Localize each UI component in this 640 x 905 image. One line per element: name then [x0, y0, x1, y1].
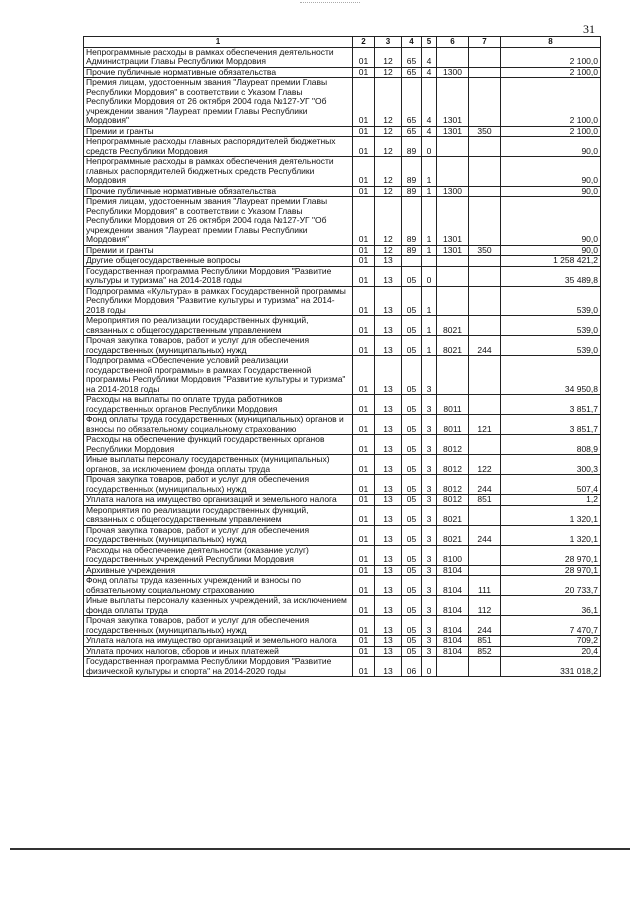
subprogram-code-cell: 4 [422, 78, 437, 127]
target-code-cell: 1301 [437, 245, 469, 256]
row-name-cell: Прочие публичные нормативные обязательства [84, 67, 353, 78]
subsection-code-cell: 13 [375, 336, 402, 356]
section-code-cell: 01 [353, 256, 375, 267]
expense-type-cell [469, 256, 501, 267]
subsection-code-cell: 13 [375, 616, 402, 636]
column-header: 1 [84, 37, 353, 48]
row-name-cell: Премия лицам, удостоенным звания "Лауреат премии Главы Республики Мордовия" в соответствии с Указом Главы Республики Мордовия от 26 октября 2004 года №127-УГ "Об учреждении звания "Лауреат премии Главы Республики Мордовия" [84, 197, 353, 246]
subsection-code-cell: 13 [375, 356, 402, 395]
expense-type-cell: 350 [469, 126, 501, 137]
section-code-cell: 01 [353, 576, 375, 596]
target-code-cell [437, 266, 469, 286]
subsection-code-cell: 12 [375, 137, 402, 157]
section-code-cell: 01 [353, 455, 375, 475]
amount-cell: 20 733,7 [501, 576, 601, 596]
target-code-cell: 8021 [437, 336, 469, 356]
expense-type-cell: 350 [469, 245, 501, 256]
program-code-cell: 65 [402, 126, 422, 137]
subprogram-code-cell: 3 [422, 415, 437, 435]
subprogram-code-cell: 4 [422, 47, 437, 67]
target-code-cell: 8104 [437, 616, 469, 636]
program-code-cell: 65 [402, 67, 422, 78]
subprogram-code-cell: 3 [422, 565, 437, 576]
expense-type-cell [469, 47, 501, 67]
program-code-cell: 05 [402, 616, 422, 636]
amount-cell: 1 320,1 [501, 525, 601, 545]
program-code-cell: 05 [402, 545, 422, 565]
subprogram-code-cell: 1 [422, 316, 437, 336]
amount-cell: 36,1 [501, 596, 601, 616]
program-code-cell: 05 [402, 455, 422, 475]
target-code-cell: 8104 [437, 576, 469, 596]
subprogram-code-cell: 3 [422, 646, 437, 657]
section-code-cell: 01 [353, 157, 375, 187]
target-code-cell: 8012 [437, 455, 469, 475]
section-code-cell: 01 [353, 78, 375, 127]
program-code-cell: 05 [402, 565, 422, 576]
subprogram-code-cell [422, 256, 437, 267]
subsection-code-cell: 12 [375, 197, 402, 246]
table-body [84, 47, 601, 677]
subsection-code-cell: 13 [375, 395, 402, 415]
section-code-cell: 01 [353, 137, 375, 157]
target-code-cell: 1300 [437, 67, 469, 78]
scan-marks [300, 2, 360, 7]
program-code-cell: 05 [402, 596, 422, 616]
program-code-cell: 05 [402, 636, 422, 647]
row-name-cell: Государственная программа Республики Мордовия "Развитие физической культуры и спорта" на 2014-2020 годы [84, 657, 353, 677]
program-code-cell: 05 [402, 576, 422, 596]
row-name-cell: Иные выплаты персоналу государственных (муниципальных) органов, за исключением фонда оплаты труда [84, 455, 353, 475]
amount-cell: 539,0 [501, 286, 601, 316]
section-code-cell: 01 [353, 565, 375, 576]
program-code-cell: 89 [402, 186, 422, 197]
target-code-cell: 1301 [437, 197, 469, 246]
expense-type-cell [469, 435, 501, 455]
amount-cell: 507,4 [501, 475, 601, 495]
subprogram-code-cell: 1 [422, 186, 437, 197]
expense-type-cell [469, 186, 501, 197]
subsection-code-cell: 12 [375, 78, 402, 127]
expense-type-cell: 244 [469, 475, 501, 495]
target-code-cell [437, 137, 469, 157]
subsection-code-cell: 13 [375, 286, 402, 316]
target-code-cell [437, 657, 469, 677]
subprogram-code-cell: 3 [422, 455, 437, 475]
subsection-code-cell: 12 [375, 47, 402, 67]
program-code-cell: 05 [402, 495, 422, 506]
subprogram-code-cell: 1 [422, 157, 437, 187]
subsection-code-cell: 13 [375, 596, 402, 616]
program-code-cell: 06 [402, 657, 422, 677]
column-header: 2 [353, 37, 375, 48]
expense-type-cell [469, 197, 501, 246]
table-row [84, 505, 601, 525]
row-name-cell: Непрограммные расходы в рамках обеспечения деятельности главных распорядителей бюджетных средств Республики Мордовия [84, 157, 353, 187]
expense-type-cell [469, 545, 501, 565]
amount-cell: 2 100,0 [501, 78, 601, 127]
section-code-cell: 01 [353, 545, 375, 565]
subsection-code-cell: 13 [375, 256, 402, 267]
subsection-code-cell: 13 [375, 266, 402, 286]
section-code-cell: 01 [353, 67, 375, 78]
table-row [84, 636, 601, 647]
table-row [84, 455, 601, 475]
section-code-cell: 01 [353, 336, 375, 356]
target-code-cell: 8104 [437, 636, 469, 647]
section-code-cell: 01 [353, 197, 375, 246]
expense-type-cell [469, 67, 501, 78]
column-header: 6 [437, 37, 469, 48]
target-code-cell [437, 157, 469, 187]
amount-cell: 28 970,1 [501, 545, 601, 565]
table-row [84, 395, 601, 415]
subsection-code-cell: 13 [375, 657, 402, 677]
program-code-cell: 89 [402, 137, 422, 157]
amount-cell: 90,0 [501, 137, 601, 157]
table-row [84, 657, 601, 677]
program-code-cell: 05 [402, 415, 422, 435]
subprogram-code-cell: 3 [422, 495, 437, 506]
target-code-cell [437, 356, 469, 395]
program-code-cell [402, 256, 422, 267]
row-name-cell: Уплата налога на имущество организаций и земельного налога [84, 636, 353, 647]
subprogram-code-cell: 3 [422, 636, 437, 647]
target-code-cell: 1301 [437, 78, 469, 127]
subprogram-code-cell: 3 [422, 395, 437, 415]
expense-type-cell: 852 [469, 646, 501, 657]
amount-cell: 90,0 [501, 186, 601, 197]
subprogram-code-cell: 1 [422, 336, 437, 356]
section-code-cell: 01 [353, 126, 375, 137]
section-code-cell: 01 [353, 316, 375, 336]
table-row [84, 47, 601, 67]
subprogram-code-cell: 0 [422, 137, 437, 157]
subsection-code-cell: 13 [375, 455, 402, 475]
target-code-cell: 8012 [437, 495, 469, 506]
expense-type-cell [469, 565, 501, 576]
section-code-cell: 01 [353, 395, 375, 415]
subprogram-code-cell: 1 [422, 286, 437, 316]
subprogram-code-cell: 1 [422, 245, 437, 256]
amount-cell: 1 258 421,2 [501, 256, 601, 267]
section-code-cell: 01 [353, 475, 375, 495]
subprogram-code-cell: 3 [422, 616, 437, 636]
section-code-cell: 01 [353, 646, 375, 657]
program-code-cell: 05 [402, 475, 422, 495]
table-row [84, 646, 601, 657]
section-code-cell: 01 [353, 186, 375, 197]
expense-type-cell: 244 [469, 616, 501, 636]
section-code-cell: 01 [353, 286, 375, 316]
program-code-cell: 05 [402, 356, 422, 395]
expense-type-cell: 112 [469, 596, 501, 616]
expense-type-cell: 244 [469, 336, 501, 356]
program-code-cell: 89 [402, 245, 422, 256]
target-code-cell [437, 47, 469, 67]
table-row [84, 475, 601, 495]
expense-type-cell [469, 137, 501, 157]
expense-type-cell: 851 [469, 636, 501, 647]
page-bottom-rule [10, 848, 630, 850]
row-name-cell: Прочие публичные нормативные обязательства [84, 186, 353, 197]
program-code-cell: 05 [402, 266, 422, 286]
table-row [84, 266, 601, 286]
budget-table [83, 36, 601, 677]
section-code-cell: 01 [353, 495, 375, 506]
subsection-code-cell: 13 [375, 646, 402, 657]
subprogram-code-cell: 3 [422, 505, 437, 525]
table-row [84, 435, 601, 455]
amount-cell: 3 851,7 [501, 395, 601, 415]
section-code-cell: 01 [353, 415, 375, 435]
row-name-cell: Уплата налога на имущество организаций и земельного налога [84, 495, 353, 506]
subsection-code-cell: 12 [375, 67, 402, 78]
subsection-code-cell: 13 [375, 415, 402, 435]
subprogram-code-cell: 3 [422, 356, 437, 395]
target-code-cell [437, 286, 469, 316]
expense-type-cell [469, 266, 501, 286]
program-code-cell: 05 [402, 286, 422, 316]
row-name-cell: Прочая закупка товаров, работ и услуг для обеспечения государственных (муниципальных) нужд [84, 525, 353, 545]
row-name-cell: Премии и гранты [84, 245, 353, 256]
subsection-code-cell: 13 [375, 576, 402, 596]
subprogram-code-cell: 4 [422, 67, 437, 78]
amount-cell: 331 018,2 [501, 657, 601, 677]
table-row [84, 137, 601, 157]
section-code-cell: 01 [353, 596, 375, 616]
amount-cell: 20,4 [501, 646, 601, 657]
expense-type-cell [469, 157, 501, 187]
amount-cell: 90,0 [501, 245, 601, 256]
section-code-cell: 01 [353, 266, 375, 286]
table-row [84, 186, 601, 197]
row-name-cell: Государственная программа Республики Мордовия "Развитие культуры и туризма" на 2014-2018 годы [84, 266, 353, 286]
section-code-cell: 01 [353, 435, 375, 455]
program-code-cell: 05 [402, 395, 422, 415]
program-code-cell: 05 [402, 525, 422, 545]
expense-type-cell: 121 [469, 415, 501, 435]
row-name-cell: Расходы на обеспечение деятельности (оказание услуг) государственных учреждений Республики Мордовия [84, 545, 353, 565]
row-name-cell: Расходы на выплаты по оплате труда работников государственных органов Республики Мордовия [84, 395, 353, 415]
expense-type-cell [469, 78, 501, 127]
program-code-cell: 05 [402, 435, 422, 455]
row-name-cell: Прочая закупка товаров, работ и услуг для обеспечения государственных (муниципальных) нужд [84, 336, 353, 356]
target-code-cell: 8012 [437, 435, 469, 455]
subprogram-code-cell: 3 [422, 475, 437, 495]
expense-type-cell: 851 [469, 495, 501, 506]
table-row [84, 286, 601, 316]
amount-cell: 28 970,1 [501, 565, 601, 576]
subprogram-code-cell: 0 [422, 266, 437, 286]
subsection-code-cell: 12 [375, 245, 402, 256]
table-row [84, 336, 601, 356]
expense-type-cell [469, 286, 501, 316]
section-code-cell: 01 [353, 616, 375, 636]
row-name-cell: Прочая закупка товаров, работ и услуг для обеспечения государственных (муниципальных) нужд [84, 616, 353, 636]
amount-cell: 34 950,8 [501, 356, 601, 395]
target-code-cell: 8021 [437, 505, 469, 525]
target-code-cell: 8011 [437, 415, 469, 435]
table-row [84, 565, 601, 576]
column-header: 4 [402, 37, 422, 48]
target-code-cell: 8012 [437, 475, 469, 495]
amount-cell: 3 851,7 [501, 415, 601, 435]
column-header: 7 [469, 37, 501, 48]
expense-type-cell [469, 316, 501, 336]
section-code-cell: 01 [353, 657, 375, 677]
target-code-cell: 8021 [437, 316, 469, 336]
expense-type-cell: 111 [469, 576, 501, 596]
header-row [84, 37, 601, 48]
table-row [84, 596, 601, 616]
row-name-cell: Прочая закупка товаров, работ и услуг для обеспечения государственных (муниципальных) нужд [84, 475, 353, 495]
subsection-code-cell: 13 [375, 545, 402, 565]
section-code-cell: 01 [353, 245, 375, 256]
row-name-cell: Непрограммные расходы в рамках обеспечения деятельности Администрации Главы Республики Мордовия [84, 47, 353, 67]
section-code-cell: 01 [353, 356, 375, 395]
subsection-code-cell: 12 [375, 186, 402, 197]
target-code-cell: 8021 [437, 525, 469, 545]
target-code-cell: 8100 [437, 545, 469, 565]
subsection-code-cell: 13 [375, 525, 402, 545]
target-code-cell: 1301 [437, 126, 469, 137]
subsection-code-cell: 13 [375, 475, 402, 495]
table-row [84, 415, 601, 435]
row-name-cell: Непрограммные расходы главных распорядителей бюджетных средств Республики Мордовия [84, 137, 353, 157]
section-code-cell: 01 [353, 525, 375, 545]
section-code-cell: 01 [353, 505, 375, 525]
table-row [84, 245, 601, 256]
section-code-cell: 01 [353, 636, 375, 647]
subsection-code-cell: 13 [375, 565, 402, 576]
amount-cell: 7 470,7 [501, 616, 601, 636]
amount-cell: 709,2 [501, 636, 601, 647]
subprogram-code-cell: 3 [422, 596, 437, 616]
column-header: 5 [422, 37, 437, 48]
amount-cell: 1,2 [501, 495, 601, 506]
subprogram-code-cell: 1 [422, 197, 437, 246]
target-code-cell: 8011 [437, 395, 469, 415]
amount-cell: 1 320,1 [501, 505, 601, 525]
program-code-cell: 89 [402, 197, 422, 246]
program-code-cell: 65 [402, 47, 422, 67]
row-name-cell: Фонд оплаты труда государственных (муниципальных) органов и взносы по обязательному социальному страхованию [84, 415, 353, 435]
row-name-cell: Архивные учреждения [84, 565, 353, 576]
subsection-code-cell: 12 [375, 157, 402, 187]
subsection-code-cell: 13 [375, 505, 402, 525]
subsection-code-cell: 12 [375, 126, 402, 137]
table-row [84, 616, 601, 636]
table-row [84, 78, 601, 127]
page-number: 31 [583, 22, 595, 36]
subsection-code-cell: 13 [375, 435, 402, 455]
subprogram-code-cell: 0 [422, 657, 437, 677]
row-name-cell: Мероприятия по реализации государственных функций, связанных с общегосударственным управлением [84, 505, 353, 525]
amount-cell: 808,9 [501, 435, 601, 455]
amount-cell: 2 100,0 [501, 67, 601, 78]
row-name-cell: Расходы на обеспечение функций государственных органов Республики Мордовия [84, 435, 353, 455]
expense-type-cell: 122 [469, 455, 501, 475]
row-name-cell: Премии и гранты [84, 126, 353, 137]
target-code-cell: 8104 [437, 596, 469, 616]
subsection-code-cell: 13 [375, 636, 402, 647]
amount-cell: 35 489,8 [501, 266, 601, 286]
amount-cell: 539,0 [501, 336, 601, 356]
subsection-code-cell: 13 [375, 495, 402, 506]
section-code-cell: 01 [353, 47, 375, 67]
amount-cell: 2 100,0 [501, 126, 601, 137]
amount-cell: 90,0 [501, 157, 601, 187]
table-row [84, 157, 601, 187]
expense-type-cell [469, 395, 501, 415]
table-row [84, 316, 601, 336]
expense-type-cell [469, 505, 501, 525]
amount-cell: 539,0 [501, 316, 601, 336]
subprogram-code-cell: 3 [422, 435, 437, 455]
subprogram-code-cell: 4 [422, 126, 437, 137]
subprogram-code-cell: 3 [422, 525, 437, 545]
program-code-cell: 05 [402, 646, 422, 657]
subprogram-code-cell: 3 [422, 545, 437, 565]
target-code-cell: 8104 [437, 565, 469, 576]
table-row [84, 356, 601, 395]
target-code-cell: 8104 [437, 646, 469, 657]
program-code-cell: 89 [402, 157, 422, 187]
row-name-cell: Фонд оплаты труда казенных учреждений и взносы по обязательному социальному страхованию [84, 576, 353, 596]
expense-type-cell [469, 657, 501, 677]
column-header: 8 [501, 37, 601, 48]
row-name-cell: Премия лицам, удостоенным звания "Лауреат премии Главы Республики Мордовия" в соответствии с Указом Главы Республики Мордовия от 26 октября 2004 года №127-УГ "Об учреждении звания "Лауреат премии Главы Республики Мордовия" [84, 78, 353, 127]
row-name-cell: Подпрограмма «Культура» в рамках Государственной программы Республики Мордовия "Развитие культуры и туризма" на 2014-2018 годы [84, 286, 353, 316]
table-row [84, 525, 601, 545]
row-name-cell: Подпрограмма «Обеспечение условий реализации государственной программы» в рамках Государственной программы Республики Мордовия "Развитие культуры и туризма" на 2014-2018 годы [84, 356, 353, 395]
amount-cell: 2 100,0 [501, 47, 601, 67]
table-row [84, 256, 601, 267]
table-row [84, 126, 601, 137]
expense-type-cell: 244 [469, 525, 501, 545]
program-code-cell: 05 [402, 316, 422, 336]
row-name-cell: Другие общегосударственные вопросы [84, 256, 353, 267]
table-row [84, 197, 601, 246]
row-name-cell: Мероприятия по реализации государственных функций, связанных с общегосударственным управлением [84, 316, 353, 336]
table-row [84, 545, 601, 565]
target-code-cell [437, 256, 469, 267]
program-code-cell: 65 [402, 78, 422, 127]
table-row [84, 576, 601, 596]
row-name-cell: Уплата прочих налогов, сборов и иных платежей [84, 646, 353, 657]
expense-type-cell [469, 356, 501, 395]
program-code-cell: 05 [402, 336, 422, 356]
row-name-cell: Иные выплаты персоналу казенных учреждений, за исключением фонда оплаты труда [84, 596, 353, 616]
program-code-cell: 05 [402, 505, 422, 525]
column-header: 3 [375, 37, 402, 48]
subsection-code-cell: 13 [375, 316, 402, 336]
target-code-cell: 1300 [437, 186, 469, 197]
amount-cell: 90,0 [501, 197, 601, 246]
table-row [84, 495, 601, 506]
amount-cell: 300,3 [501, 455, 601, 475]
subprogram-code-cell: 3 [422, 576, 437, 596]
table-row [84, 67, 601, 78]
